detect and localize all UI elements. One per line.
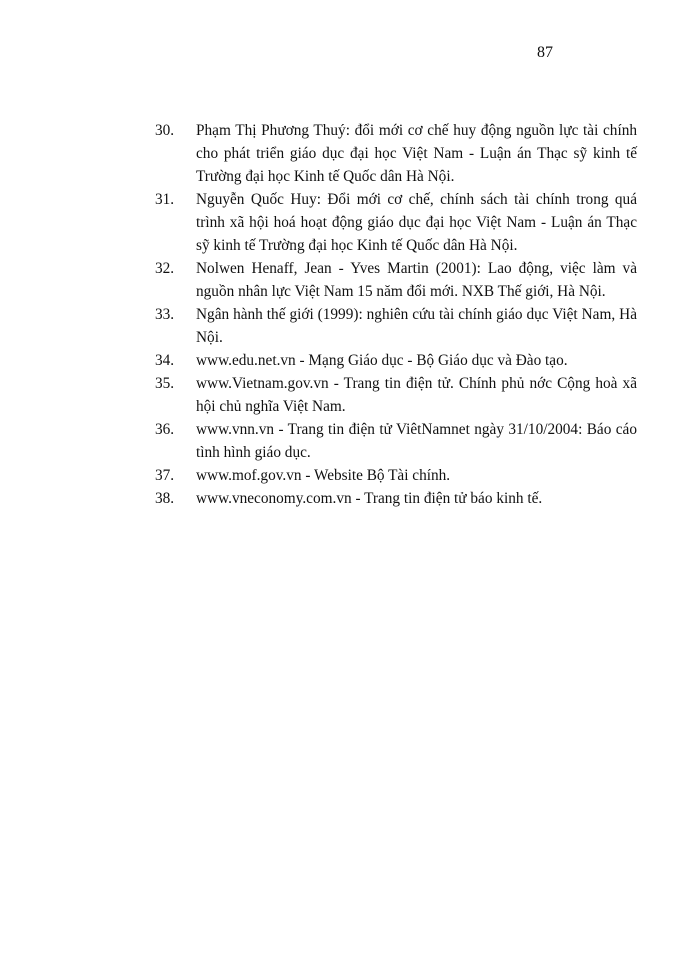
reference-item — [155, 372, 637, 418]
reference-number: 38. — [155, 490, 175, 507]
reference-text: Phạm Thị Phương Thuý: đổi mới cơ chế huy động nguồn lực tài chính cho phát triển giáo dục đại học Việt Nam - Luận án Thạc sỹ kinh tế Trường đại học Kinh tế Quốc dân Hà Nội. — [196, 122, 637, 185]
reference-text: www.vnn.vn - Trang tin điện tử ViêtNamnet ngày 31/10/2004: Báo cáo tình hình giáo dục. — [196, 421, 637, 461]
reference-number: 34. — [155, 352, 175, 369]
reference-item — [155, 303, 637, 349]
reference-item — [155, 487, 637, 510]
reference-item — [155, 188, 637, 257]
reference-number: 35. — [155, 375, 175, 392]
reference-item — [155, 119, 637, 188]
reference-item — [155, 464, 637, 487]
reference-number: 30. — [155, 122, 175, 139]
reference-number: 31. — [155, 191, 175, 208]
reference-text: www.mof.gov.vn - Website Bộ Tài chính. — [196, 467, 451, 484]
reference-number: 32. — [155, 260, 175, 277]
reference-text: Nguyễn Quốc Huy: Đổi mới cơ chế, chính sách tài chính trong quá trình xã hội hoá hoạt động giáo dục đại học Việt Nam - Luận án Thạc sỹ kinh tế Trường đại học Kinh tế Quốc dân Hà Nội. — [196, 191, 637, 254]
reference-item — [155, 418, 637, 464]
reference-text: www.edu.net.vn - Mạng Giáo dục - Bộ Giáo dục và Đào tạo. — [196, 352, 568, 369]
reference-item — [155, 349, 637, 372]
reference-number: 37. — [155, 467, 175, 484]
reference-text: Ngân hành thế giới (1999): nghiên cứu tài chính giáo dục Việt Nam, Hà Nội. — [196, 306, 637, 346]
reference-list — [155, 119, 637, 510]
reference-number: 33. — [155, 306, 175, 323]
reference-number: 36. — [155, 421, 175, 438]
reference-text: Nolwen Henaff, Jean - Yves Martin (2001): Lao động, việc làm và nguồn nhân lực Việt Nam 15 năm đổi mới. NXB Thế giới, Hà Nội. — [196, 260, 637, 300]
reference-text: www.vneconomy.com.vn - Trang tin điện tử báo kinh tế. — [196, 490, 543, 507]
reference-text: www.Vietnam.gov.vn - Trang tin điện tử. Chính phủ nớc Cộng hoà xã hội chủ nghĩa Việt Nam. — [196, 375, 637, 415]
reference-item — [155, 257, 637, 303]
page-number: 87 — [537, 44, 553, 61]
